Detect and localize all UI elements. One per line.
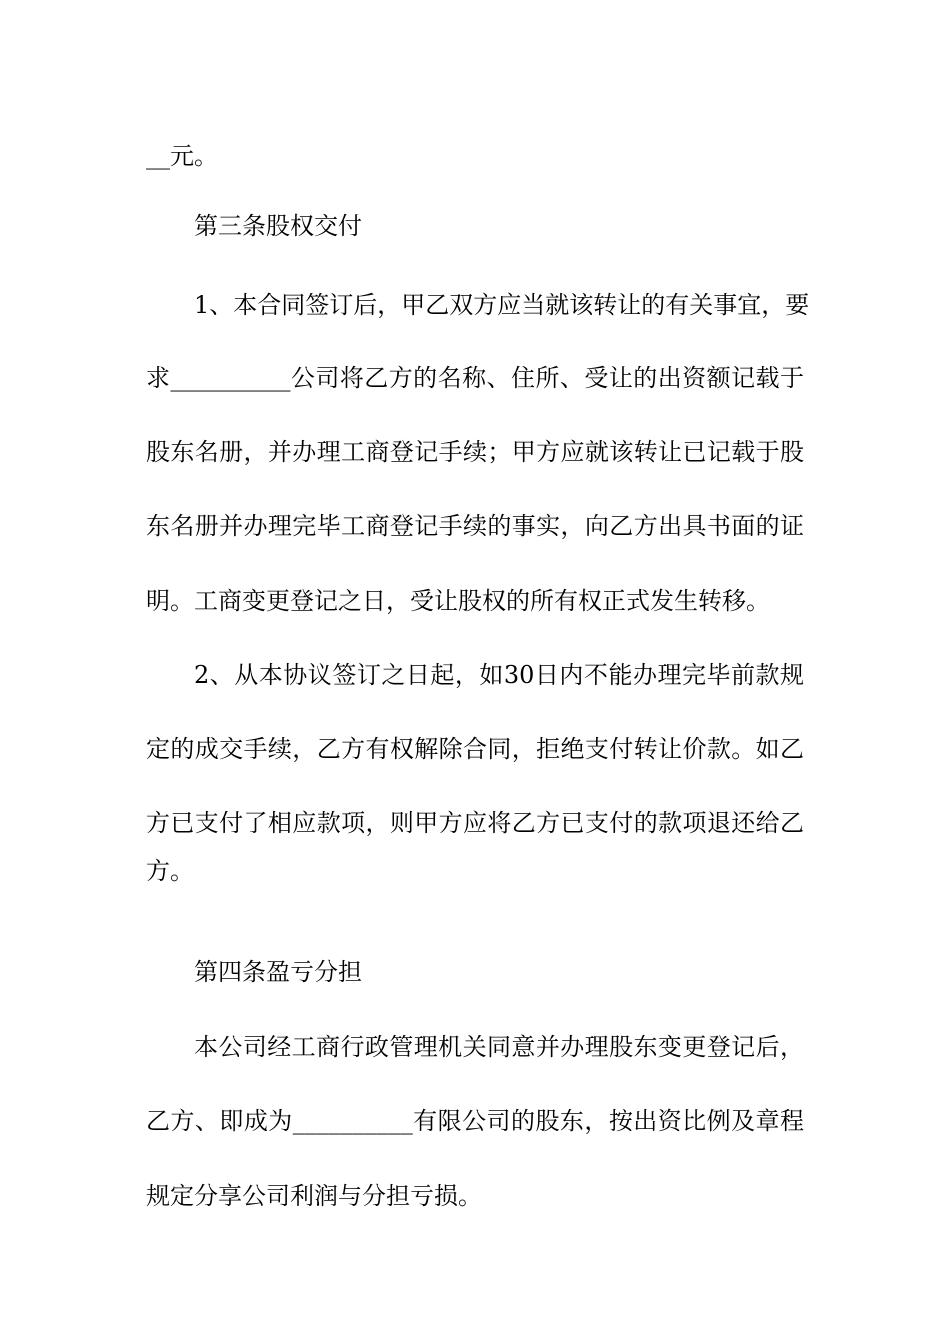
paragraph-line: 求__________公司将乙方的名称、住所、受让的出资额记载于 — [146, 364, 804, 392]
text-line — [0, 581, 950, 621]
text-line — [0, 1101, 950, 1141]
text-line — [0, 803, 950, 843]
paragraph-line: 定的成交手续，乙方有权解除合同，拒绝支付转让价款。如乙 — [146, 735, 804, 763]
text-line — [0, 285, 950, 325]
paragraph-line: 1、本合同签订后，甲乙双方应当就该转让的有关事宜，要 — [194, 291, 810, 319]
paragraph-line: 方。 — [146, 857, 194, 885]
article-3-heading: 第三条股权交付 — [194, 212, 362, 240]
text-line — [0, 655, 950, 695]
amount-line: __元。 — [146, 142, 218, 170]
article-4-heading: 第四条盈亏分担 — [194, 958, 362, 986]
paragraph-line: 本公司经工商行政管理机关同意并办理股东变更登记后， — [194, 1033, 804, 1061]
text-line — [0, 506, 950, 546]
paragraph-line: 2、从本协议签订之日起，如30日内不能办理完毕前款规 — [194, 661, 804, 689]
paragraph-line: 明。工商变更登记之日，受让股权的所有权正式发生转移。 — [146, 587, 770, 615]
text-line — [0, 1176, 950, 1216]
paragraph-line: 方已支付了相应款项，则甲方应将乙方已支付的款项退还给乙 — [146, 809, 804, 837]
text-line — [0, 432, 950, 472]
text-line — [0, 729, 950, 769]
text-line — [0, 136, 950, 176]
text-line — [0, 851, 950, 891]
paragraph-line: 股东名册，并办理工商登记手续；甲方应就该转让已记载于股 — [146, 438, 804, 466]
paragraph-line: 东名册并办理完毕工商登记手续的事实，向乙方出具书面的证 — [146, 512, 804, 540]
paragraph-line: 规定分享公司利润与分担亏损。 — [146, 1182, 482, 1210]
text-line — [0, 952, 950, 992]
paragraph-line: 乙方、即成为__________有限公司的股东，按出资比例及章程 — [146, 1107, 804, 1135]
text-line — [0, 358, 950, 398]
text-line — [0, 206, 950, 246]
text-line — [0, 1027, 950, 1067]
